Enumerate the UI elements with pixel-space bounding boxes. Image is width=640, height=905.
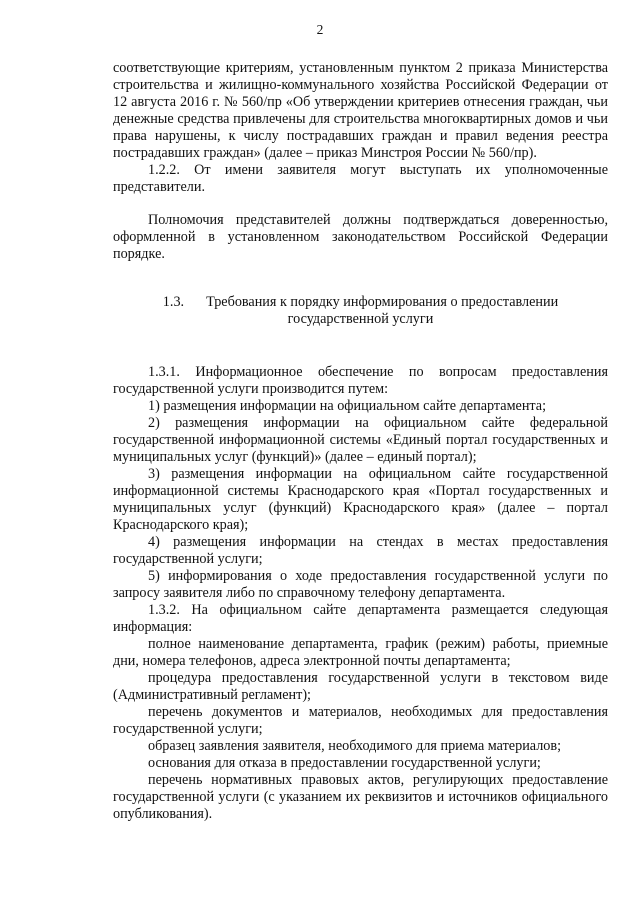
list-item: перечень документов и материалов, необходимых для предоставления государственной услуги; (113, 704, 608, 737)
section-heading (113, 294, 608, 328)
paragraph: 1.3.2. На официальном сайте департамента размещается следующая информация: (113, 602, 608, 635)
section-number: 1.3. (162, 294, 185, 310)
section-title: Требования к порядку информирования о предоставлении (206, 294, 559, 310)
list-item: полное наименование департамента, график (режим) работы, приемные дни, номера телефонов, адреса электронной почты департамента; (113, 636, 608, 669)
section-title-line1 (113, 294, 608, 311)
paragraph: Полномочия представителей должны подтверждаться доверенностью, оформленной в установленном законодательством Российской Федерации порядке. (113, 212, 608, 262)
list-item: 1) размещения информации на официальном сайте департамента; (148, 398, 547, 414)
list-item: перечень нормативных правовых актов, регулирующих предоставление государственной услуги (с указанием их реквизитов и источников официального опубликования). (113, 772, 608, 822)
list-item: 5) информирования о ходе предоставления государственной услуги по запросу заявителя либо по справочному телефону департамента. (113, 568, 608, 601)
list-item: 3) размещения информации на официальном сайте государственной информационной системы Краснодарского края «Портал государственных и муниципальных услуг (функций) Краснодарского края» (далее – портал Краснодарского края); (113, 466, 608, 533)
list-item: основания для отказа в предоставлении государственной услуги; (148, 755, 541, 771)
document-body (113, 60, 608, 823)
paragraph: соответствующие критериям, установленным пунктом 2 приказа Министерства строительства и жилищно-коммунального хозяйства Российской Федерации от 12 августа 2016 г. № 560/пр «Об утверждении критериев отнесения граждан, чьи денежные средства привлечены для строительства многоквартирных домов и чьи права нарушены, к числу пострадавших граждан и правил ведения реестра пострадавших граждан» (далее – приказ Минстроя России № 560/пр). (113, 60, 608, 161)
list-item: процедура предоставления государственной услуги в текстовом виде (Административный регламент); (113, 670, 608, 703)
page-number: 2 (316, 22, 324, 37)
list-item: 2) размещения информации на официальном сайте федеральной государственной информационной системы «Единый портал государственных и муниципальных услуг (функций)» (далее – единый портал); (113, 415, 608, 465)
list-item: 4) размещения информации на стендах в местах предоставления государственной услуги; (113, 534, 608, 567)
paragraph: 1.3.1. Информационное обеспечение по вопросам предоставления государственной услуги производится путем: (113, 364, 608, 397)
section-title-line2: государственной услуги (287, 311, 434, 327)
list-item: образец заявления заявителя, необходимого для приема материалов; (148, 738, 562, 754)
paragraph: 1.2.2. От имени заявителя могут выступать их уполномоченные представители. (113, 162, 608, 195)
